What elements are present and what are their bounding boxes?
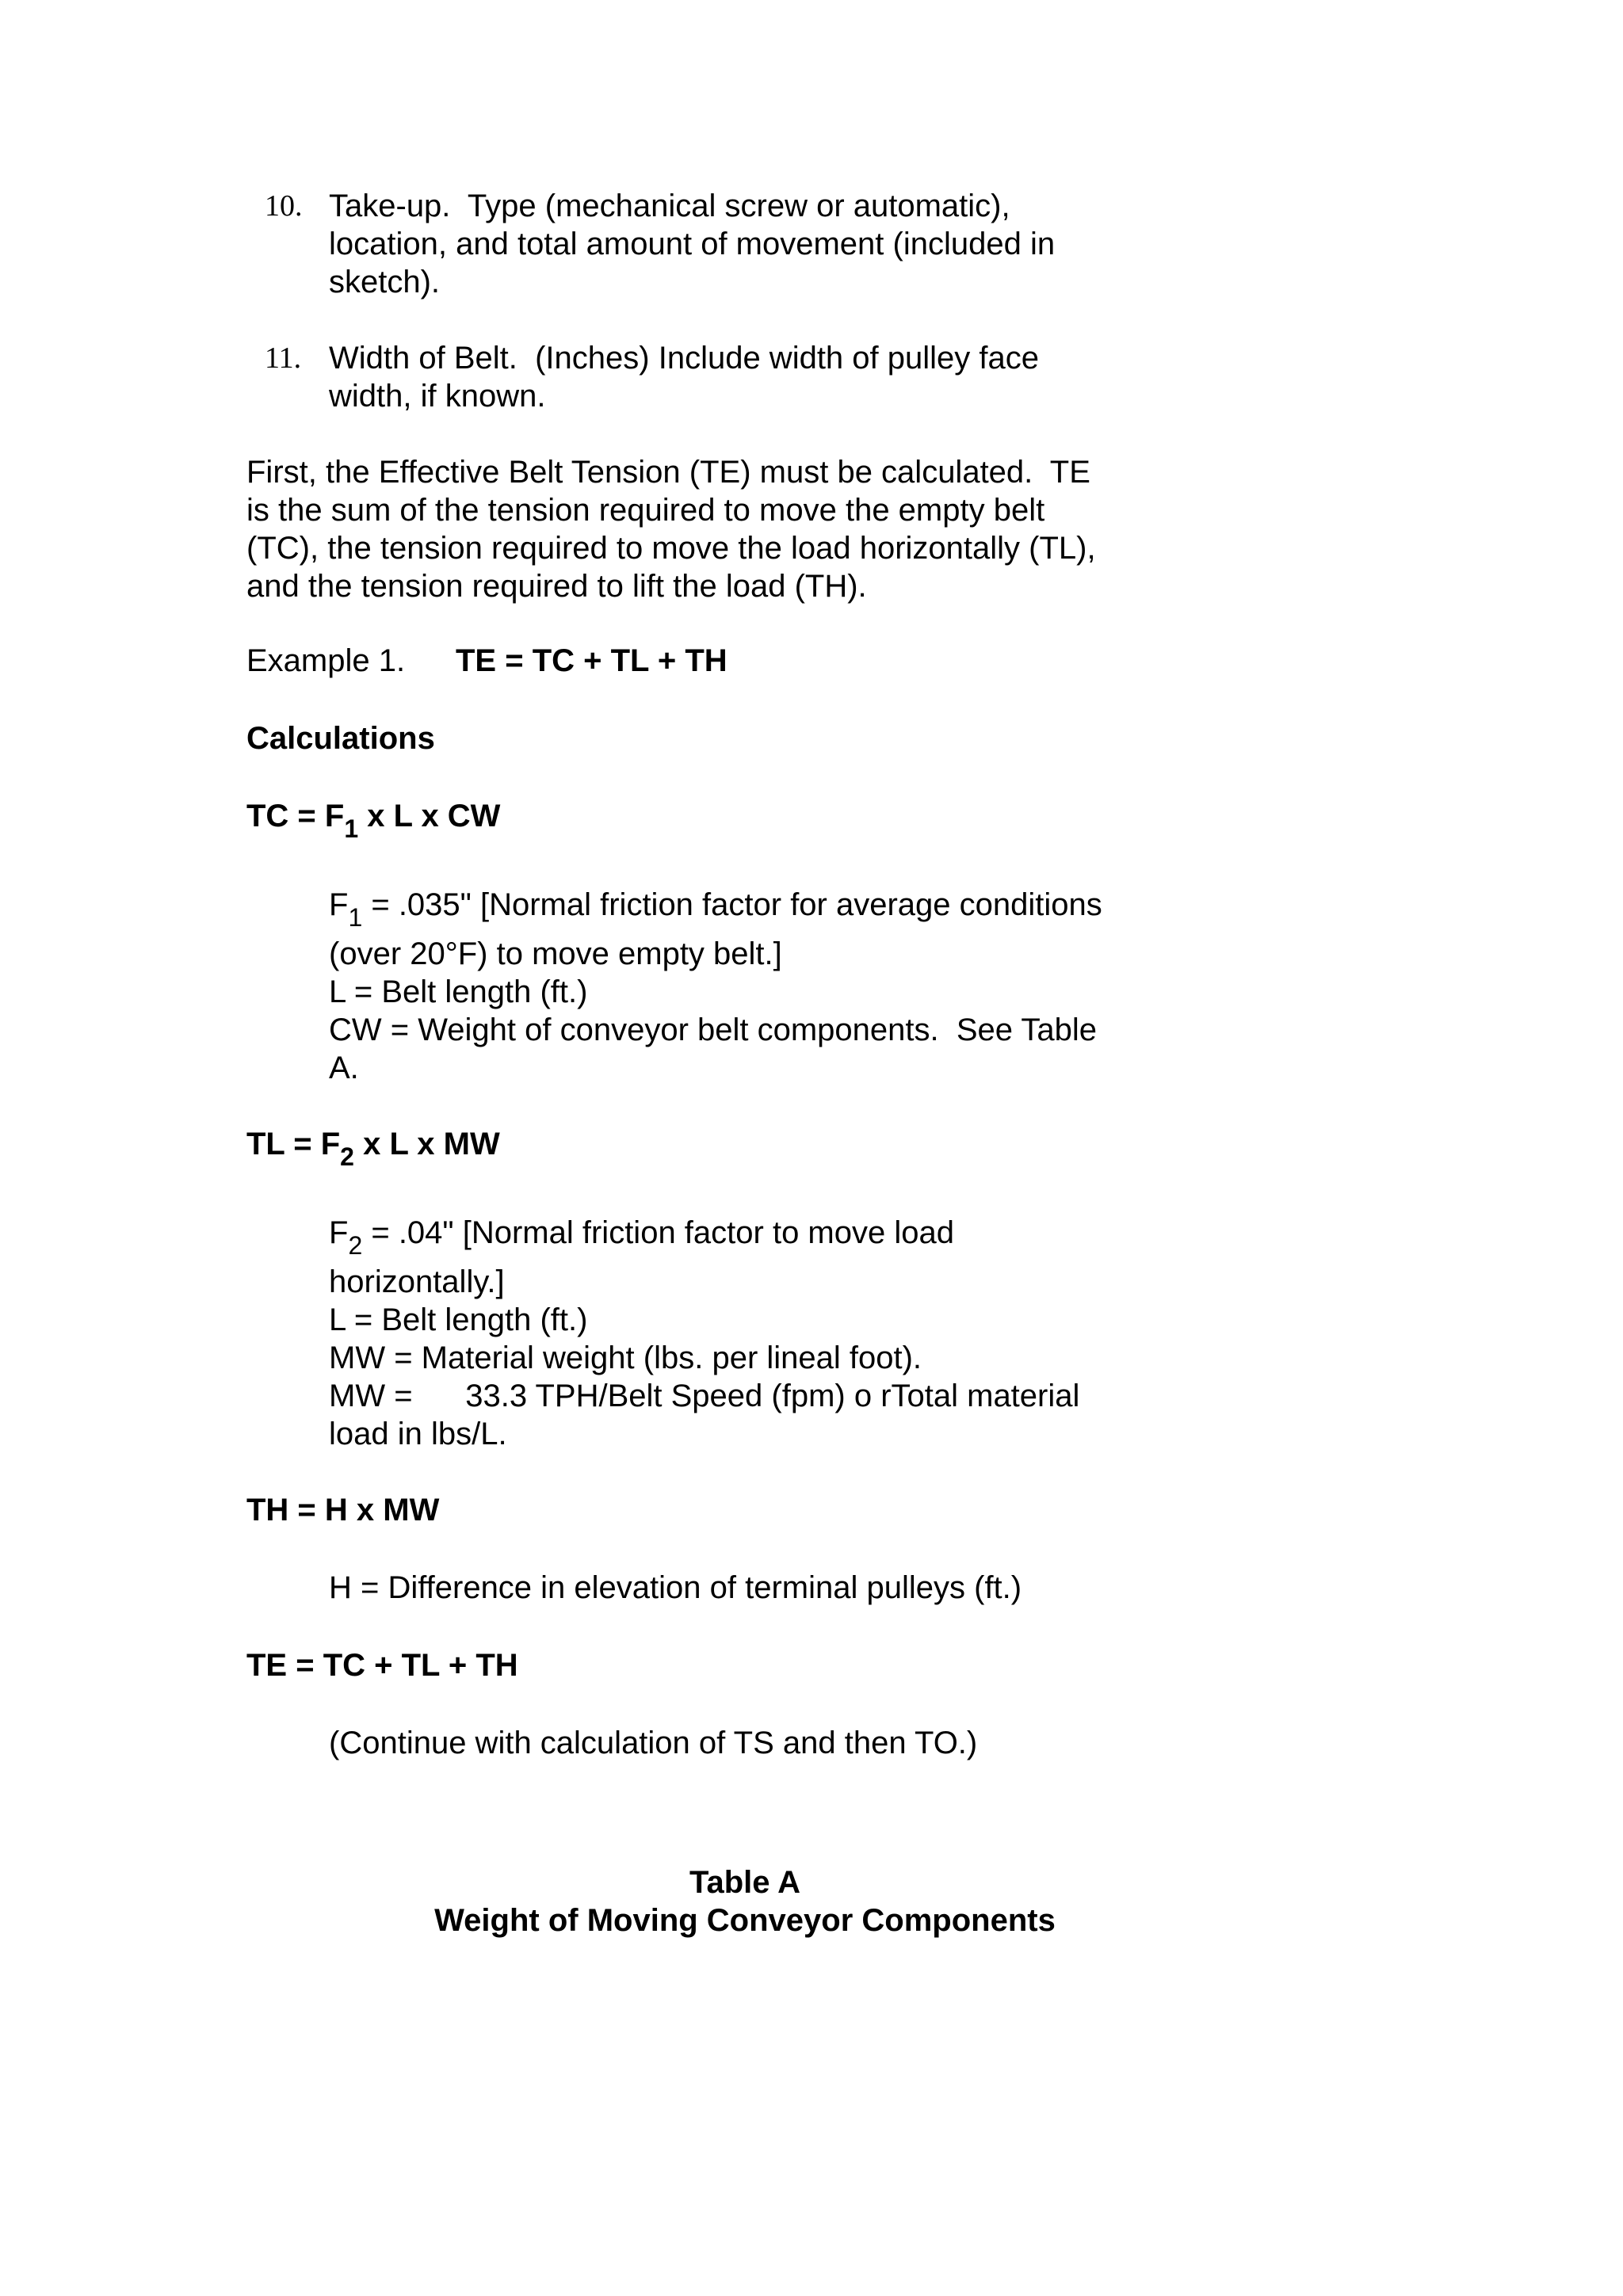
tl-definition-line: load in lbs/L.	[329, 1417, 507, 1451]
paragraph-line: (TC), the tension required to move the load horizontally (TL),	[246, 531, 1096, 566]
tc-f1-definition: $F_1 = .035$" [Normal friction factor for average conditions	[329, 887, 1102, 932]
tc-formula: TC = $F_1$ x L x CW	[246, 799, 501, 843]
tc-definition-line: L = Belt length (ft.)	[329, 974, 588, 1009]
table-title: Table A	[689, 1865, 801, 1900]
tl-definition-line: horizontally.]	[329, 1264, 505, 1299]
paragraph-line: and the tension required to lift the load (TH).	[246, 569, 867, 604]
th-formula: TH = H x MW	[246, 1493, 440, 1527]
tl-definition-line: L = Belt length (ft.)	[329, 1302, 588, 1337]
paragraph-line: First, the Effective Belt Tension (TE) must be calculated. TE	[246, 455, 1090, 490]
example-label: Example 1.	[246, 643, 406, 678]
item-number: 10.	[265, 189, 303, 223]
item-text-line: location, and total amount of movement (included in	[329, 227, 1056, 261]
tl-f2-definition: $F_2 = .04$" [Normal friction factor to move load	[329, 1215, 954, 1260]
tl-definition-line: MW = 33.3 TPH/Belt Speed (fpm) o rTotal material	[329, 1379, 1080, 1413]
te-continue-note: (Continue with calculation of TS and then TO.)	[329, 1726, 978, 1760]
item-text-line: sketch).	[329, 265, 441, 299]
tc-definition-line: A.	[329, 1051, 359, 1085]
example-formula: TE = TC + TL + TH	[456, 643, 727, 678]
tc-definition-line: CW = Weight of conveyor belt components. See Table	[329, 1013, 1098, 1047]
te-formula: TE = TC + TL + TH	[246, 1648, 518, 1683]
item-text-line: Take-up. Type (mechanical screw or automatic),	[329, 189, 1010, 223]
tl-formula: TL = $F_2$ x L x MW	[246, 1127, 500, 1171]
calculations-heading: Calculations	[246, 721, 435, 756]
item-text-line: width, if known.	[329, 379, 546, 414]
paragraph-line: is the sum of the tension required to move the empty belt	[246, 493, 1045, 528]
tl-definition-line: MW = Material weight (lbs. per lineal foot).	[329, 1341, 922, 1375]
table-subtitle: Weight of Moving Conveyor Components	[434, 1903, 1056, 1938]
tc-definition-line: (over 20°F) to move empty belt.]	[329, 936, 782, 971]
item-number: 11.	[265, 341, 302, 375]
item-text-line: Width of Belt. (Inches) Include width of pulley face	[329, 341, 1039, 376]
th-definition-line: H = Difference in elevation of terminal pulleys (ft.)	[329, 1570, 1022, 1605]
